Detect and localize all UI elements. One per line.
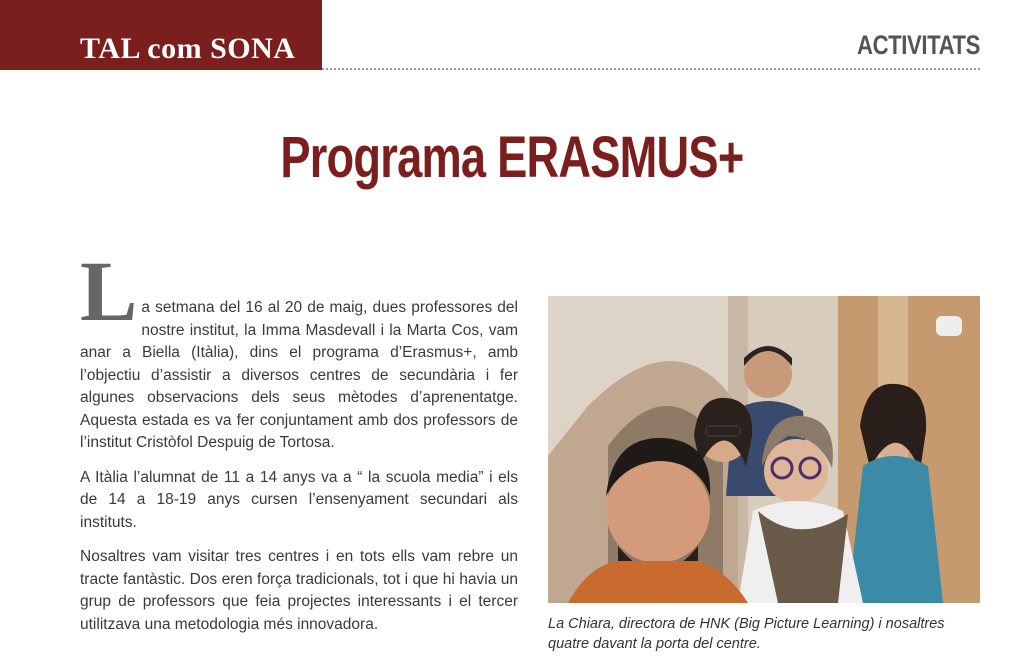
photo-caption: La Chiara, directora de HNK (Big Picture Learning) i nosaltres quatre davant la porta del centre. — [548, 616, 945, 652]
masthead-banner — [0, 0, 322, 70]
article-body — [80, 243, 518, 648]
group-photo — [548, 296, 980, 603]
paragraph-2: A Itàlia l’alumnat de 11 a 14 anys va a “ la scuola media” i els de 14 a 18-19 anys cursen l’ensenyament secundari als instituts. — [80, 468, 518, 531]
masthead-title: TAL com SONA — [80, 32, 296, 65]
drop-cap: L — [80, 243, 138, 339]
article-title — [0, 124, 1024, 191]
paragraph-3: Nosaltres vam visitar tres centres i en tots ells vam rebre un tracte fantàstic. Dos eren força tradicionals, tot i que hi havia un grup de professors que feia projectes interessants i el tercer utilitzava una metodologia més innovadora. — [80, 548, 518, 633]
header-divider — [322, 68, 980, 70]
paragraph-1: a setmana del 16 al 20 de maig, dues professores del nostre institut, la Imma Masdevall i la Marta Cos, vam anar a Biella (Itàlia), dins el programa d’Erasmus+, amb l’objectiu d’assistir a diversos centres de secundària i fer algunes observacions dels seus mètodes d’aprenentatge. Aquesta estada es va fer conjuntament amb dos professors de l’institut Cristòfol Despuig de Tortosa. — [80, 299, 518, 451]
section-label: ACTIVITATS — [857, 30, 980, 60]
article-title-text: Programa ERASMUS+ — [280, 125, 744, 190]
group-photo-illustration — [548, 296, 980, 603]
